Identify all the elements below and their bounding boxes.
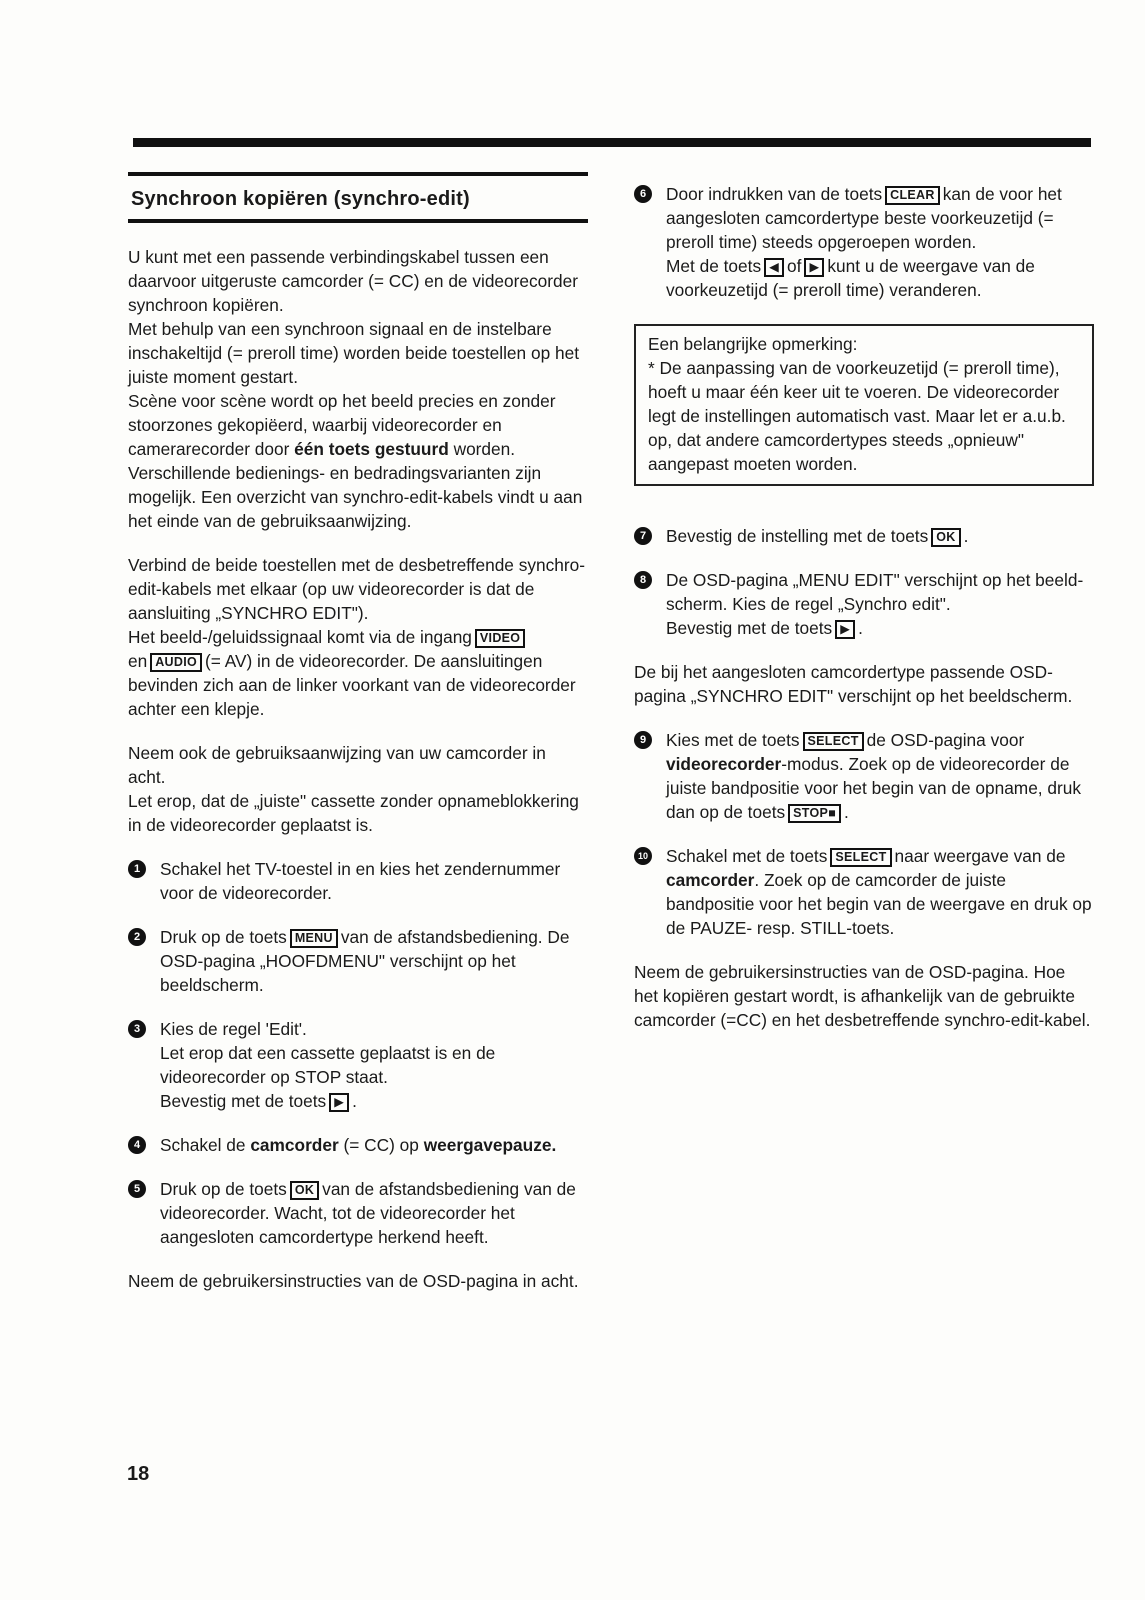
osd-paragraph: De bij het aangesloten camcordertype passende OSD-pagina „SYNCHRO EDIT" verschijnt op het beeldscherm.	[634, 662, 1073, 706]
step-number-badge: 10	[634, 847, 652, 865]
intro-paragraph-1: U kunt met een passende verbindingskabel tussen een daarvoor uitgeruste camcorder (= CC) en de videorecorder synchroon kopiëren.	[128, 247, 579, 315]
stop-key: STOP■	[788, 804, 841, 823]
select-key: SELECT	[803, 732, 864, 751]
top-rule	[133, 138, 1091, 147]
note-heading: Een belangrijke opmerking:	[648, 334, 858, 354]
play-key: ▶	[835, 620, 855, 639]
emphasis-text: één toets gestuurd	[294, 439, 449, 459]
important-note-box	[634, 324, 1094, 486]
ok-key: OK	[931, 528, 960, 547]
step-number-badge: 8	[634, 571, 652, 589]
intro-paragraph-4: Verschillende bedienings- en bedradingsvarianten zijn mogelijk. Een overzicht van synchro-edit-kabels vindt u aan het einde van de gebruiksaanwijzing.	[128, 463, 583, 531]
step-3: 3 Kies de regel 'Edit'. Let erop dat een cassette geplaatst is en de videorecorder op STOP staat. Bevestig met de toets ▶ .	[128, 1017, 588, 1113]
section-heading	[128, 172, 588, 223]
step-number-badge: 5	[128, 1180, 146, 1198]
step-number-badge: 6	[634, 185, 652, 203]
closing-paragraph-left: Neem de gebruikersinstructies van de OSD-pagina in acht.	[128, 1271, 579, 1291]
step-number-badge: 3	[128, 1020, 146, 1038]
step-8: 8 De OSD-pagina „MENU EDIT" verschijnt op het beeld-scherm. Kies de regel „Synchro edit". Bevestig met de toets ▶ .	[634, 568, 1094, 640]
video-key: VIDEO	[475, 629, 525, 648]
page-number: 18	[127, 1463, 150, 1485]
intro-paragraph-3: Scène voor scène wordt op het beeld precies en zonder stoorzones gekopiëerd, waarbij videorecorder en camerarecorder door één toets gestuurd worden.	[128, 391, 556, 459]
step-number-badge: 9	[634, 731, 652, 749]
step-number-badge: 7	[634, 527, 652, 545]
connect-paragraph-2: Het beeld-/geluidssignaal komt via de ingang VIDEO en AUDIO (= AV) in de videorecorder. De aansluitingen bevinden zich aan de linker voorkant van de videorecorder achter een klepje.	[128, 627, 576, 719]
connect-paragraph-1: Verbind de beide toestellen met de desbetreffende synchro-edit-kabels met elkaar (op uw videorecorder is dat de aansluiting „SYNCHRO EDIT").	[128, 555, 585, 623]
rewind-key: ◀	[764, 258, 784, 277]
play-key: ▶	[329, 1093, 349, 1112]
step-5: 5 Druk op de toets OK van de afstandsbediening van de videorecorder. Wacht, tot de videorecorder het aangesloten camcordertype herkend heeft.	[128, 1177, 588, 1249]
step-number-badge: 4	[128, 1136, 146, 1154]
step-2: 2 Druk op de toets MENU van de afstandsbediening. De OSD-pagina „HOOFDMENU" verschijnt op het beeldscherm.	[128, 925, 588, 997]
closing-paragraph-right: Neem de gebruikersinstructies van de OSD-pagina. Hoe het kopiëren gestart wordt, is afhankelijk van de gebruikte camcorder (=CC) en het desbetreffende synchro-edit-kabel.	[634, 962, 1091, 1030]
page-title: Synchroon kopiëren (synchro-edit)	[131, 188, 470, 210]
step-number-badge: 1	[128, 860, 146, 878]
step-4: 4 Schakel de camcorder (= CC) op weergavepauze.	[128, 1133, 588, 1157]
step-10: 10 Schakel met de toets SELECT naar weergave van de camcorder. Zoek op de camcorder de juiste bandpositie voor het begin van de weergave en druk op de PAUZE- resp. STILL-toets.	[634, 844, 1094, 940]
left-column	[128, 172, 588, 1293]
manual-paragraph-1: Neem ook de gebruiksaanwijzing van uw camcorder in acht.	[128, 743, 546, 787]
step-7: 7 Bevestig de instelling met de toets OK .	[634, 524, 1094, 548]
step-number-badge: 2	[128, 928, 146, 946]
step-9: 9 Kies met de toets SELECT de OSD-pagina voor videorecorder-modus. Zoek op de videorecorder de juiste bandpositie voor het begin van de opname, druk dan op de toets STOP■ .	[634, 728, 1094, 824]
menu-key: MENU	[290, 929, 338, 948]
step-1: 1 Schakel het TV-toestel in en kies het zendernummer voor de videorecorder.	[128, 857, 588, 905]
ok-key: OK	[290, 1181, 319, 1200]
step-6: 6 Door indrukken van de toets CLEAR kan de voor het aangesloten camcordertype beste voorkeuzetijd (= preroll time) steeds opgeroepen worden. Met de toets ◀ of ▶ kunt u de weergave van de voorkeuzetijd (= preroll time) veranderen.	[634, 182, 1094, 302]
clear-key: CLEAR	[885, 186, 940, 205]
right-column	[634, 182, 1094, 1032]
note-text: * De aanpassing van de voorkeuzetijd (= preroll time), hoeft u maar één keer uit te voeren. De videorecorder legt de instellingen automatisch vast. Maar let er a.u.b. op, dat andere camcordertypes steeds „opnieuw" aangepast moeten worden.	[648, 358, 1066, 474]
audio-key: AUDIO	[150, 653, 202, 672]
intro-paragraph-2: Met behulp van een synchroon signaal en de instelbare inschakeltijd (= preroll time) worden beide toestellen op het juiste moment gestart.	[128, 319, 580, 387]
select-key: SELECT	[830, 848, 891, 867]
manual-paragraph-2: Let erop, dat de „juiste" cassette zonder opnameblokkering in de videorecorder geplaatst is.	[128, 791, 579, 835]
play-key: ▶	[804, 258, 824, 277]
